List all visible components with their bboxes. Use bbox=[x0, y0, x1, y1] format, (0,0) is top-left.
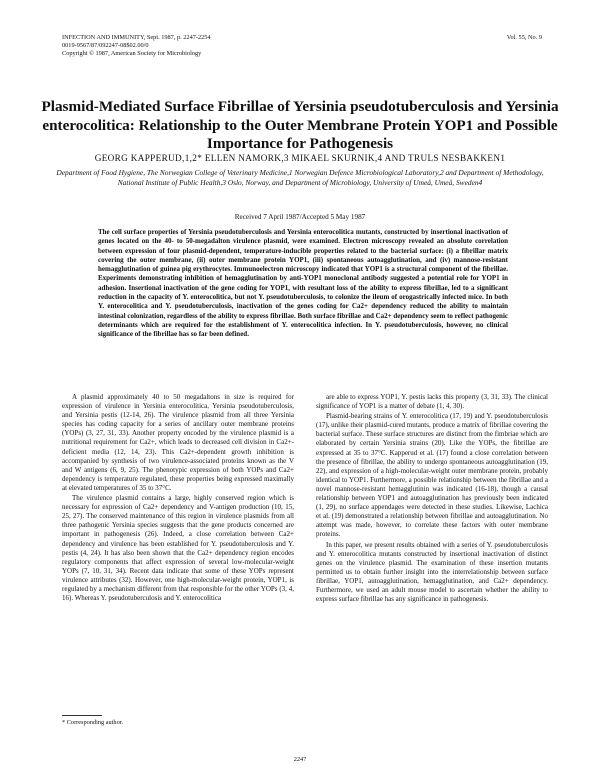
body-column-right bbox=[316, 393, 548, 604]
page-number: 2247 bbox=[293, 756, 307, 763]
received-date: Received 7 April 1987/Accepted 5 May 1987 bbox=[234, 213, 366, 221]
article-title: Plasmid-Mediated Surface Fibrillae of Yersinia pseudotuberculosis and Yersinia enterocolitica: Relationship to the Outer Membrane Protein YOP1 and Possible Importance for Pathogenesis bbox=[41, 98, 559, 152]
journal-volume: Vol. 55, No. 9 bbox=[506, 34, 542, 41]
article-authors: GEORG KAPPERUD,1,2* ELLEN NAMORK,3 MIKAEL SKURNIK,4 AND TRULS NESBAKKEN1 bbox=[94, 153, 506, 163]
body-paragraph: A plasmid approximately 40 to 50 megadaltons in size is required for expression of virulence in Yersinia enterocolitica, Yersinia pseudotuberculosis, and Yersinia pestis (12-14, 26). The virulence plasmid from all three Yersinia species has coding capacity for a series of ancillary outer membrane proteins (YOPs) (3, 27, 31, 33). Another property encoded by the virulence plasmid is a nutritional requirement for Ca2+, which leads to decreased cell division in Ca2+-deficient media (12, 14, 23). This Ca2+-dependent growth inhibition is accompanied by synthesis of two virulence-associated proteins known as the V and W antigens (6, 9, 25). The phenotypic expression of both YOPs and Ca2+ dependency is temperature regulated, these properties being expressed maximally at elevated temperatures of 35 to 37°C. bbox=[62, 393, 294, 492]
journal-header bbox=[62, 34, 542, 58]
footnote-divider bbox=[62, 715, 102, 716]
author-affiliations: Department of Food Hygiene, The Norwegian College of Veterinary Medicine,1 Norwegian Defence Microbiological Laboratory,2 and Department of Methodology, National Institute of Public Health,3 Oslo, Norway, and Department of Microbiology, University of Umeå, Umeå, Sweden4 bbox=[56, 168, 544, 187]
journal-citation: INFECTION AND IMMUNITY, Sept. 1987, p. 2247-2254 bbox=[62, 34, 211, 41]
body-paragraph: Plasmid-bearing strains of Y. enterocolitica (17, 19) and Y. pseudotuberculosis (17), unlike their plasmid-cured mutants, produce a matrix of fibrillae covering the bacterial surface. These surface structures are distinct from the fimbriae which are elaborated by certain Yersinia strains (20). Like the YOPs, the fibrillae are expressed at 35 to 37°C. Kapperud et al. (17) found a close correlation between the presence of fibrillae, the ability to undergo spontaneous autoagglutination (19, 22), and expression of a high-molecular-weight outer membrane protein, probably identical to YOP1. Furthermore, a possible relationship between the fibrillae and a novel mannose-resistant hemagglutinin was indicated (16-18), though a causal relationship between YOP1 and autoagglutination has previously been indicated (1, 29), no surface appendages were detected in these studies. Likewise, Lachica et al. (19) demonstrated a relationship between fibrillae and autoagglutination. No attempt was made, however, to correlate these factors with outer membrane proteins. bbox=[316, 412, 548, 539]
body-paragraph: The virulence plasmid contains a large, highly conserved region which is necessary for expression of Ca2+ dependency and V-antigen production (10, 15, 25, 27). The conserved maintenance of this region in virulence plasmids from all three pathogenic Yersinia species suggests that the gene products concerned are important in pathogenesis (26). Indeed, a close correlation between Ca2+ dependency and virulence has been established for Y. pseudotuberculosis and Y. pestis (4, 24). It has also been shown that the Ca2+ dependency region encodes regulatory components that affect expression of several low-molecular-weight YOPs (7, 10, 31, 34). Recent data indicate that some of these YOPs represent virulence attributes (32). However, one high-molecular-weight protein, YOP1, is regulated by a mechanism different from that responsible for the other YOPs (3, 4, 16). Whereas Y. pseudotuberculosis and Y. enterocolitica bbox=[62, 494, 294, 603]
footnote: * Corresponding author. bbox=[62, 719, 124, 726]
body-paragraph: are able to express YOP1, Y. pestis lacks this property (3, 31, 33). The clinical significance of YOP1 is a matter of debate (1, 4, 30). bbox=[316, 393, 548, 411]
journal-issn: 0019-9567/87/092247-08$02.00/0 bbox=[62, 42, 149, 49]
abstract: The cell surface properties of Yersinia pseudotuberculosis and Yersinia enterocolitica mutants, constructed by insertional inactivation of genes located on the 40- to 50-megadalton virulence plasmid, were examined. Electron microscopy revealed an absolute correlation between expression of four plasmid-dependent, temperature-inducible properties related to the bacterial surface: (i) a fibrillar matrix covering the outer membrane, (ii) outer membrane protein YOP1, (iii) spontaneous autoagglutination, and (iv) mannose-resistant hemagglutination of guinea pig erythrocytes. Immunoelectron microscopy indicated that YOP1 is a structural component of the fibrillae. Experiments demonstrating inhibition of hemagglutination by anti-YOP1 monoclonal antibody suggested a potential role for YOP1 in adhesion. Insertional inactivation of the gene coding for YOP1, with resultant loss of the ability to express fibrillae, led to a significant reduction in the capacity of Y. enterocolitica, but not Y. pseudotuberculosis, to colonize the ileum of orogastrically infected mice. In both Y. enterocolitica and Y. pseudotuberculosis, inactivation of the genes coding for Ca2+ dependency reduced the ability to maintain intestinal colonization, regardless of the ability to express fibrillae. Both surface fibrillae and Ca2+ dependency seem to reflect pathogenic determinants which are required for the establishment of Y. enterocolitica infection. In Y. pseudotuberculosis, however, no clinical significance of the fibrillae has so far been defined. bbox=[98, 228, 508, 339]
journal-copyright: Copyright © 1987, American Society for Microbiology bbox=[62, 50, 202, 57]
body-column-left bbox=[62, 393, 294, 603]
body-paragraph: In this paper, we present results obtained with a series of Y. pseudotuberculosis and Y. enterocolitica mutants constructed by insertional inactivation of distinct genes on the virulence plasmid. The examination of these insertion mutants permitted us to obtain further insight into the interrelationship between surface fibrillae, YOP1, autoagglutination, hemagglutination, and Ca2+ dependency. Furthermore, we used an adult mouse model to ascertain whether the ability to express surface fibrillae has any significance in pathogenesis. bbox=[316, 540, 548, 604]
